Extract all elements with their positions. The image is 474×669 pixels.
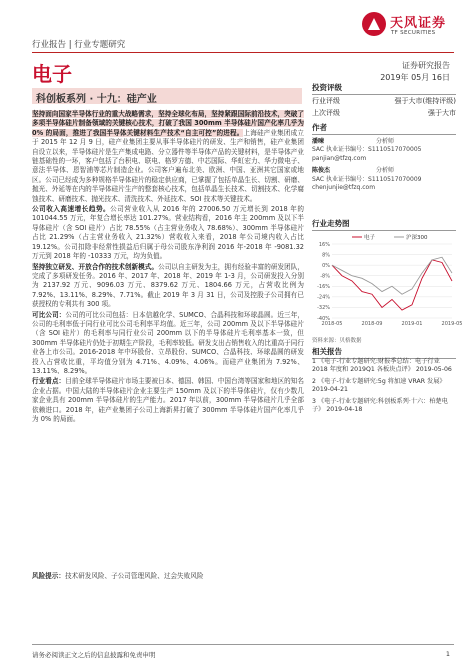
paragraph-text: 公司营业收入从 2016 年的 27006.50 万元增长到 2018 年的 101044.55 万元，年复合增长率达 101.27%。营业结构看，2016 年主 200mm 及以下半导体硅片（含 SOI 硅片）占比 78.55%（占主营业务收入 78.68%）、300mm 半导体硅片占比 21.29%（占主营业务收入 21.32%）营收收入来看，2018 年公司境内收入占比 19.12%。公司扣除非经常性损益后归属于母公司股东净利润 2016 年-2018 年 -9081.32 万元到 2018 年的 -10333 万元，均为负值。 xyxy=(32,205,304,261)
author-name: 陈俊杰 xyxy=(312,167,331,175)
paragraph-lead: 可比公司： xyxy=(32,310,66,319)
rating-value: 强于大市 xyxy=(428,109,456,117)
paragraph xyxy=(32,311,304,377)
logo-text: 天风证券 xyxy=(390,16,447,31)
x-tick-label: 2018-05 xyxy=(321,321,343,327)
author-block xyxy=(312,167,456,192)
chart-source: 资料来源：贝格数据 xyxy=(312,338,362,344)
paragraph xyxy=(32,377,304,424)
chart-grid xyxy=(332,244,452,318)
rating-label: 上次评级 xyxy=(312,109,340,117)
doc-date: 2019年 05月 16日 xyxy=(380,73,450,82)
author-name: 潘暕 xyxy=(312,138,325,145)
y-tick-label: 8% xyxy=(322,252,330,259)
x-tick-label: 2018-09 xyxy=(361,321,383,327)
rating-value: 强于大市(维持评级) xyxy=(394,97,456,105)
header-divider xyxy=(32,52,454,53)
industry-trend-chart xyxy=(312,232,463,328)
paragraph-text: 公司的可比公司包括：日本信越化学、SUMCO、合晶科技和环球晶圆。近三年，公司的毛利率低于同行业可比公司毛利率平均值。近三年，公司 200mm 及以下半导体硅片（含 SOI 硅片）的毛利率与同行业公司 200mm 以下的半导体硅片毛利率基本一致，但 300mm 半导体硅片仍处于初期生产阶段，毛利率较低。研发支出占销售收入的比重高于同行业各上市公司。2016-2018 年中环股份、立昂股份、SUMCO、合晶科技、环球晶圆的研发投入占营收比重，平均值分别为 4.71%、4.09%、4.06%。而硅产业集团为 7.92%、13.11%、8.29%。 xyxy=(32,310,305,375)
rating-section xyxy=(312,82,456,119)
paragraph xyxy=(32,205,304,261)
paragraph xyxy=(32,110,304,204)
related-heading: 相关报告 xyxy=(312,346,456,359)
related-report-link[interactable]: 1 《电子-行业专题研究:财报季总结：电子行业 2018 年度和 2019Q1 各板块点评》 2019-05-06 xyxy=(312,358,452,374)
risk-notice xyxy=(32,572,304,581)
chart-section xyxy=(312,218,456,231)
author-email[interactable]: chenjunjie@tfzq.com xyxy=(312,184,376,192)
rating-row xyxy=(312,95,456,107)
logo-mark-icon xyxy=(362,12,386,36)
author-email[interactable]: panjian@tfzq.com xyxy=(312,154,367,162)
series-line-electronics xyxy=(332,260,452,310)
y-tick-label: 16% xyxy=(318,241,330,248)
rating-label: 行业评级 xyxy=(312,97,340,105)
paragraph-text: 上海硅产业集团成立于 2015 年 12 月 9 日，硅产业集团主要从事半导体硅片的研发、生产和销售，硅产业集团自设立以来，半导体硅片是生产集成电路、分立器件等半导体产品的关键材料，是半导体产业链基础性的一环，客户包括了台积电、联电、格罗方德、中芯国际、华虹宏力、华力微电子、意法半导体、恩智浦等芯片制造企业。公司客户遍布北美、欧洲、中国、亚洲其它国家或地区。公司已经成为多种规格半导体硅片的稳定供应商，已掌握了包括单晶生长、切割、研磨、抛光、外延等在内的半导体硅片生产的整套核心技术，包括单晶生长技术、切割技术、化学腐蚀技术、研磨技术、抛光技术、清洗技术、外延技术、SOI 技术等关键技术。 xyxy=(32,128,305,203)
chart-y-ticks xyxy=(317,242,330,322)
report-subtitle: 科创板系列 · 十九：硅产业 xyxy=(36,94,157,105)
paragraph-text: 公司以自主研发为主，拥有经验丰富的研发团队，完成了多项研发任务。2016 年、2017 年、2018 年、2019 年 1-3 月，公司研发投入分别为 2137.92 万元、9096.03 万元、8379.62 万元、1804.66 万元，占营收比例为 7.92%、13.11%、8.29%、7.71%。截止 2019 年 3 月 31 日，公司及控股子公司拥有已获授权的专利共有 300 项。 xyxy=(32,262,305,309)
rating-heading: 投资评级 xyxy=(312,82,456,95)
paragraph-lead: 坚持面向国家半导体行业的重大战略需求，坚持全球化布局，坚持紧跟国际前沿技术，突破了多项半导体硅片制备领域的关键核心技术，打破了我国 300mm 半导体硅片国产化率几乎为 0% 的局面，推进了我国半导体关键材料生产技术“自主可控”的进程。 xyxy=(32,110,304,137)
footer-disclaimer: 请务必阅读正文之后的信息披露和免责申明 xyxy=(32,651,156,659)
y-tick-label: -40% xyxy=(317,315,330,322)
logo-subtext: TF SECURITIES xyxy=(391,30,436,36)
doc-type xyxy=(380,60,450,84)
authors-section xyxy=(312,122,456,192)
y-tick-label: -24% xyxy=(317,294,330,301)
paragraph xyxy=(32,263,304,310)
author-block xyxy=(312,138,456,163)
x-tick-label: 2019-05 xyxy=(441,321,463,327)
author-license: SAC 执业证书编号：S1110517070005 xyxy=(312,146,422,154)
author-license: SAC 执业证书编号：S1110517070009 xyxy=(312,175,422,183)
legend-label: 电子 xyxy=(364,235,376,241)
y-tick-label: 0% xyxy=(322,262,330,269)
report-title: 电子 xyxy=(32,62,72,86)
paragraph-text: 目前全球半导体硅片市场主要被日本、德国、韩国、中国台湾等国家和地区的知名企业占据。中国大陆的半导体硅片企业主要生产 150mm 及以下的半导体硅片，仅有少数几家企业具有 200mm 半导体硅片的生产能力。2017 年以前，300mm 半导体硅片几乎全部依赖进口。2018 年，硅产业集团子公司上海新昇打破了 300mm 半导体硅片国产化率几乎为 0% 的局面。 xyxy=(32,377,305,423)
page-number: 1 xyxy=(445,650,450,658)
risk-text: 技术研发风险、子公司管理风险、过会失败风险 xyxy=(64,572,204,580)
y-tick-label: -32% xyxy=(317,305,330,312)
author-title: 分析师 xyxy=(376,138,395,145)
legend-label: 沪深300 xyxy=(406,235,428,241)
report-body xyxy=(32,110,304,425)
paragraph-lead: 公司收入高速增长趋势。 xyxy=(32,205,111,214)
risk-label: 风险提示： xyxy=(32,572,65,580)
report-category: 行业报告 | 行业专题研究 xyxy=(32,40,126,50)
x-tick-label: 2019-01 xyxy=(401,321,423,327)
chart-x-ticks xyxy=(322,321,463,327)
author-title: 分析师 xyxy=(376,167,395,175)
y-tick-label: -16% xyxy=(317,284,330,291)
rating-row xyxy=(312,107,456,119)
doc-type-label: 证券研究报告 xyxy=(402,61,450,70)
chart-heading: 行业走势图 xyxy=(312,218,456,231)
chart-legend xyxy=(352,233,428,241)
related-list xyxy=(312,358,456,417)
related-report-link[interactable]: 3 《电子-行业专题研究:科创板系列·十六：柏楚电子》 2019-04-18 xyxy=(312,397,448,414)
authors-heading: 作者 xyxy=(312,122,456,135)
y-tick-label: -8% xyxy=(320,273,330,280)
footer-divider xyxy=(32,644,454,645)
paragraph-lead: 坚持独立研发、开放合作的技术创新模式。 xyxy=(32,262,159,271)
related-report-link[interactable]: 2 《电子-行业专题研究:5g 将加速 VRAR 发展》 2019-04-21 xyxy=(312,377,446,394)
company-logo xyxy=(362,10,452,46)
paragraph-lead: 行业看点： xyxy=(32,377,66,386)
